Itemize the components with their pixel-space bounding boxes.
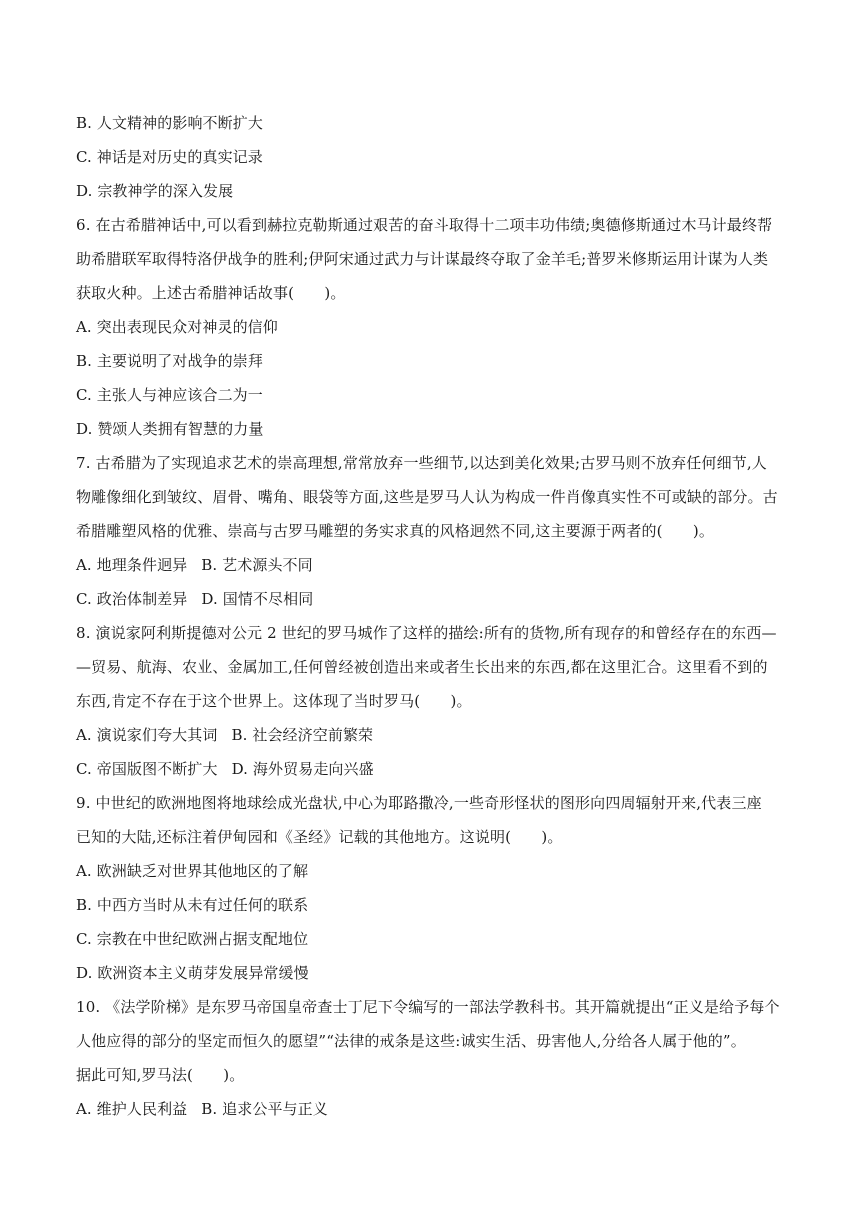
q6-stem-line: 6. 在古希腊神话中,可以看到赫拉克勒斯通过艰苦的奋斗取得十二项丰功伟绩;奥德修斯通过木马计最终帮	[76, 216, 773, 234]
q10-options-row	[76, 1092, 782, 1126]
q9-stem-line: 9. 中世纪的欧洲地图将地球绘成光盘状,中心为耶路撒冷,一些奇形怪状的图形向四周辐射开来,代表三座	[76, 794, 762, 812]
q9-option-a: A. 欧洲缺乏对世界其他地区的了解	[76, 862, 309, 880]
question-8	[76, 616, 782, 786]
q8-options-row	[76, 718, 782, 752]
q7-option-c: C. 政治体制差异	[76, 590, 188, 608]
q10-stem	[76, 990, 782, 1092]
q7-options-row	[76, 582, 782, 616]
q6-stem-line: 获取火种。上述古希腊神话故事( )。	[76, 284, 346, 302]
q5-option-c: C. 神话是对历史的真实记录	[76, 148, 263, 166]
q8-stem-line: —贸易、航海、农业、金属加工,任何曾经被创造出来或者生长出来的东西,都在这里汇合。这里看不到的	[76, 658, 768, 676]
q6-option-c: C. 主张人与神应该合二为一	[76, 386, 263, 404]
q6-option-b: B. 主要说明了对战争的崇拜	[76, 352, 263, 370]
q8-stem-line: 东西,肯定不存在于这个世界上。这体现了当时罗马( )。	[76, 692, 472, 710]
q7-option-b: B. 艺术源头不同	[201, 556, 313, 574]
q7-option-d: D. 国情不尽相同	[201, 590, 314, 608]
q8-option-d: D. 海外贸易走向兴盛	[231, 760, 374, 778]
q10-stem-line: 人他应得的部分的坚定而恒久的愿望”“法律的戒条是这些:诚实生活、毋害他人,分给各人属于他的”。	[76, 1032, 746, 1050]
q7-stem-line: 7. 古希腊为了实现追求艺术的崇高理想,常常放弃一些细节,以达到美化效果;古罗马则不放弃任何细节,人	[76, 454, 767, 472]
q6-stem	[76, 208, 782, 310]
q9-option-b: B. 中西方当时从未有过任何的联系	[76, 896, 309, 914]
question-7	[76, 446, 782, 616]
q7-option-a: A. 地理条件迥异	[76, 556, 188, 574]
q9-option-d: D. 欧洲资本主义萌芽发展异常缓慢	[76, 964, 309, 982]
q5-option-d: D. 宗教神学的深入发展	[76, 182, 234, 200]
q9-stem	[76, 786, 782, 854]
q7-stem-line: 希腊雕塑风格的优雅、崇高与古罗马雕塑的务实求真的风格迥然不同,这主要源于两者的( )。	[76, 522, 715, 540]
q7-options-row	[76, 548, 782, 582]
q8-stem-line: 8. 演说家阿利斯提德对公元 2 世纪的罗马城作了这样的描绘:所有的货物,所有现存的和曾经存在的东西—	[76, 624, 777, 642]
q10-option-b: B. 追求公平与正义	[201, 1100, 328, 1118]
q10-option-a: A. 维护人民利益	[76, 1100, 188, 1118]
q8-option-c: C. 帝国版图不断扩大	[76, 760, 218, 778]
q10-stem-line: 据此可知,罗马法( )。	[76, 1066, 245, 1084]
exam-page	[76, 106, 782, 1126]
q8-options-row	[76, 752, 782, 786]
q5-options	[76, 106, 782, 208]
q6-stem-line: 助希腊联军取得特洛伊战争的胜利;伊阿宋通过武力与计谋最终夺取了金羊毛;普罗米修斯运用计谋为人类	[76, 250, 769, 268]
q8-option-a: A. 演说家们夸大其词	[76, 726, 218, 744]
q9-option-c: C. 宗教在中世纪欧洲占据支配地位	[76, 930, 309, 948]
q6-option-d: D. 赞颂人类拥有智慧的力量	[76, 420, 264, 438]
q5-option-b: B. 人文精神的影响不断扩大	[76, 114, 263, 132]
q9-stem-line: 已知的大陆,还标注着伊甸园和《圣经》记载的其他地方。这说明( )。	[76, 828, 563, 846]
q7-stem-line: 物雕像细化到皱纹、眉骨、嘴角、眼袋等方面,这些是罗马人认为构成一件肖像真实性不可或缺的部分。古	[76, 488, 778, 506]
q6-option-a: A. 突出表现民众对神灵的信仰	[76, 318, 278, 336]
q8-stem	[76, 616, 782, 718]
question-6	[76, 208, 782, 446]
question-9	[76, 786, 782, 990]
question-10	[76, 990, 782, 1126]
q7-stem	[76, 446, 782, 548]
q8-option-b: B. 社会经济空前繁荣	[231, 726, 374, 744]
q10-stem-line: 10. 《法学阶梯》是东罗马帝国皇帝查士丁尼下令编写的一部法学教科书。其开篇就提出“正义是给予每个	[76, 998, 780, 1016]
